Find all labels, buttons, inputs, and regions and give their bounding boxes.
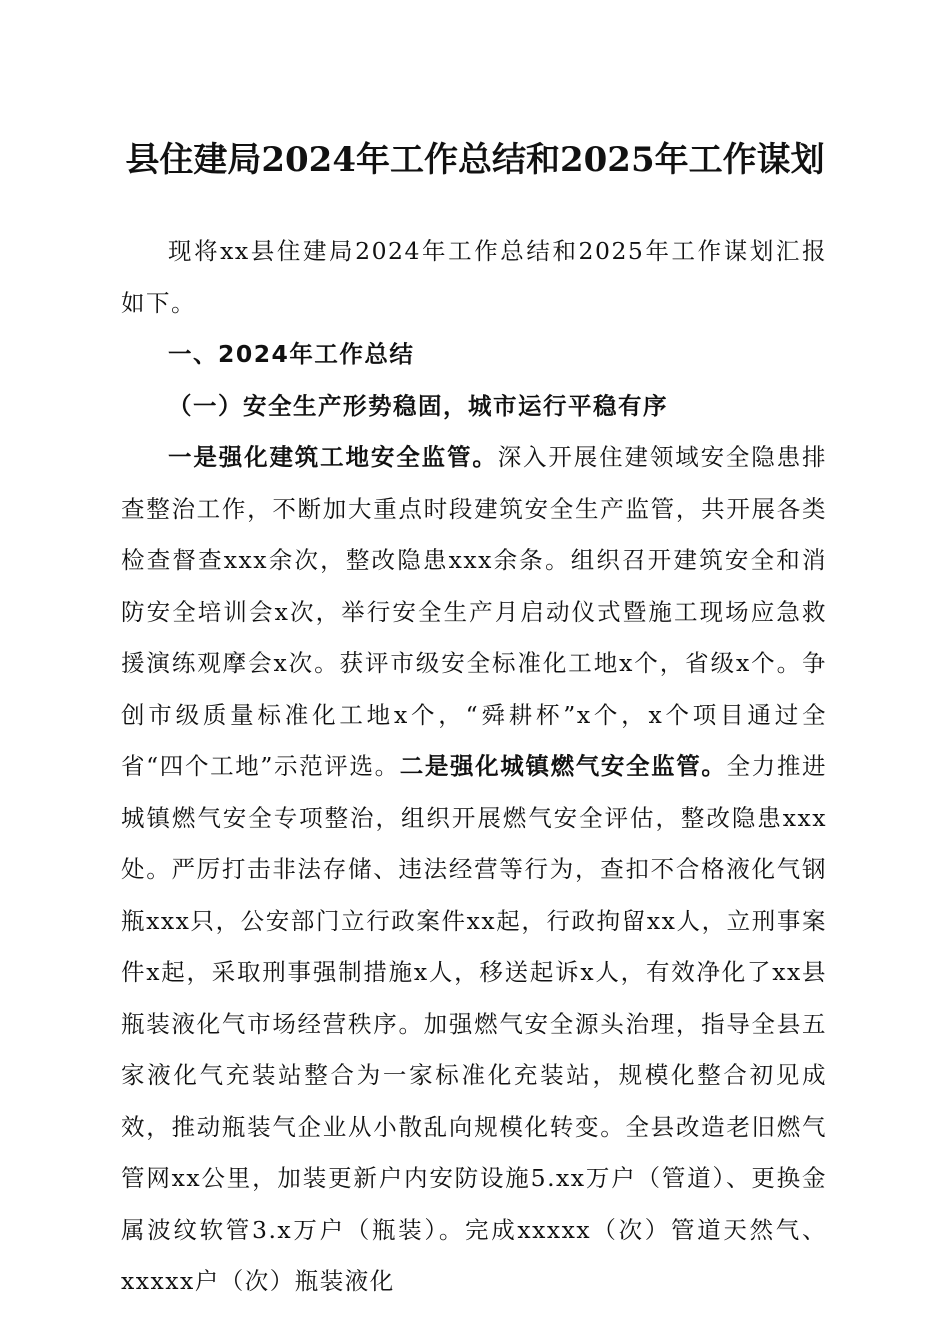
document-body (121, 226, 827, 1308)
section-heading: 一、2024年工作总结 (168, 340, 415, 368)
document-title: 县住建局2024年工作总结和2025年工作谋划 (125, 140, 825, 180)
lead-phrase-construction-safety: 一是强化建筑工地安全监管。 (168, 443, 498, 471)
intro-paragraph: 现将xx县住建局2024年工作总结和2025年工作谋划汇报如下。 (121, 237, 827, 317)
body-paragraph (121, 432, 827, 1308)
paragraph-text-gas-safety: 全力推进城镇燃气安全专项整治，组织开展燃气安全评估，整改隐患xxx处。严厉打击非法存储、违法经营等行为，查扣不合格液化气钢瓶xxx只，公安部门立行政案件xx起，行政拘留xx人，立刑事案件x起，采取刑事强制措施x人，移送起诉x人，有效净化了xx县瓶装液化气市场经营秩序。加强燃气安全源头治理，指导全县五家液化气充装站整合为一家标准化充装站，规模化整合初见成效，推动瓶装气企业从小散乱向规模化转变。全县改造老旧燃气管网xx公里，加装更新户内安防设施5.xx万户（管道）、更换金属波纹软管3.x万户（瓶装）。完成xxxxx（次）管道天然气、xxxxx户（次）瓶装液化 (121, 752, 828, 1295)
paragraph-text-construction-safety: 深入开展住建领域安全隐患排查整治工作，不断加大重点时段建筑安全生产监管，共开展各类检查督查xxx余次，整改隐患xxx余条。组织召开建筑安全和消防安全培训会x次，举行安全生产月启动仪式暨施工现场应急救援演练观摩会x次。获评市级安全标准化工地x个，省级x个。争创市级质量标准化工地x个，“舜耕杯”x个，x个项目通过全省“四个工地”示范评选。 (121, 443, 828, 780)
lead-phrase-gas-safety: 二是强化城镇燃气安全监管。 (399, 752, 727, 780)
subsection-heading: （一）安全生产形势稳固，城市运行平稳有序 (168, 391, 668, 420)
